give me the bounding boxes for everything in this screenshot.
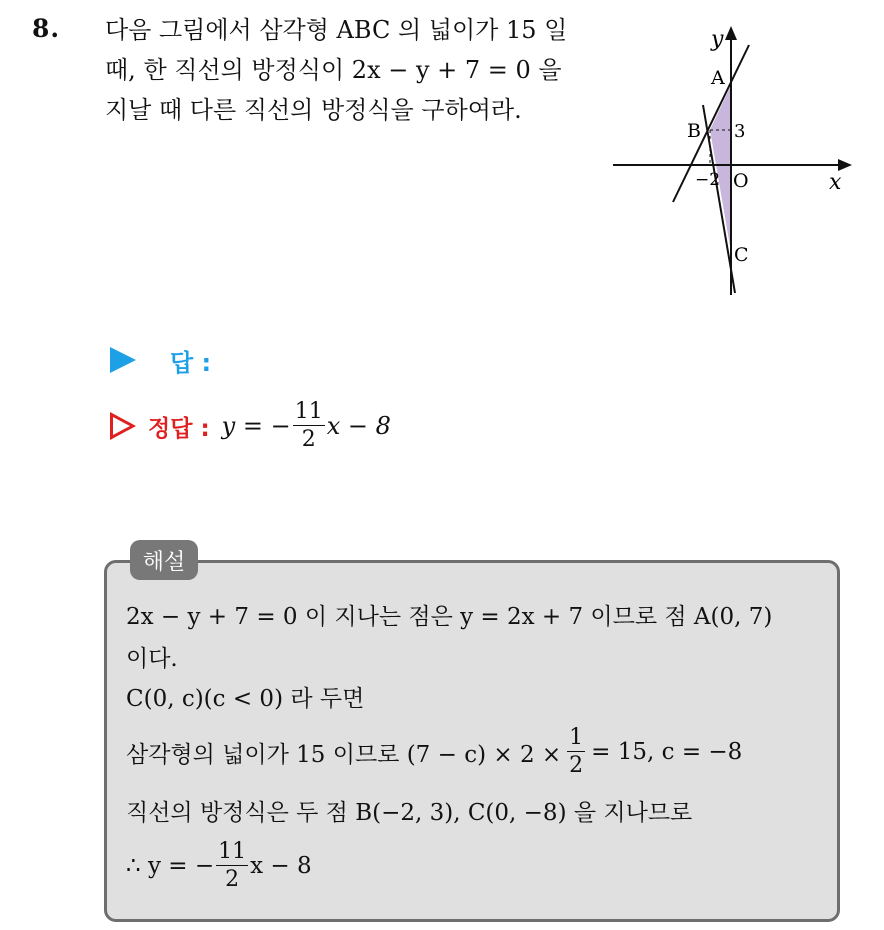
solution-fraction-half xyxy=(567,727,585,777)
solution-line-4 xyxy=(126,716,831,788)
expr-rhs: x − 8 xyxy=(326,412,391,440)
solution-line-4-post: = 15, c = −8 xyxy=(591,739,743,765)
question-line: 다음 그림에서 삼각형 ABC 의 넓이가 15 일 xyxy=(105,16,568,44)
question-line: 때, 한 직선의 방정식이 2x − y + 7 = 0 을 xyxy=(105,56,562,84)
fraction-numerator: 1 xyxy=(569,725,584,750)
expr-fraction xyxy=(293,401,325,451)
coordinate-figure xyxy=(605,20,875,310)
solution-line-6-pre: ∴ y = − xyxy=(126,853,215,879)
solution-line-4-pre: 삼각형의 넓이가 15 이므로 (7 − c) × 2 × xyxy=(126,741,562,768)
correct-answer-row xyxy=(110,395,391,457)
fraction-numerator: 11 xyxy=(294,399,323,424)
expr-lhs: y = − xyxy=(221,412,291,440)
point-a-label: A xyxy=(711,67,725,89)
y-axis-arrow xyxy=(725,26,737,40)
question-text xyxy=(105,10,595,130)
correct-answer-expression xyxy=(222,401,391,451)
solution-line-2: 이다. xyxy=(126,645,178,672)
fraction-numerator: 11 xyxy=(218,839,247,864)
correct-marker-icon xyxy=(110,412,136,440)
question-line: 지날 때 다른 직선의 방정식을 구하여라. xyxy=(105,96,522,124)
correct-answer-label: 정답 : xyxy=(148,415,210,442)
fraction-denominator: 2 xyxy=(569,753,584,778)
y-axis-label: y xyxy=(711,27,724,52)
solution-tab: 해설 xyxy=(130,540,198,580)
question-number: 8. xyxy=(32,14,61,43)
solution-text xyxy=(126,592,831,900)
solution-line-6 xyxy=(126,832,831,900)
solution-line-1: 2x − y + 7 = 0 이 지나는 점은 y = 2x + 7 이므로 점 A(0, 7) xyxy=(126,603,773,630)
answer-row xyxy=(110,340,211,380)
solution-fraction-slope xyxy=(216,841,248,891)
solution-line-5: 직선의 방정식은 두 점 B(−2, 3), C(0, −8) 을 지나므로 xyxy=(126,799,693,826)
fraction-denominator: 2 xyxy=(225,867,240,892)
fraction-denominator: 2 xyxy=(301,427,316,452)
x-axis-label: x xyxy=(829,170,842,195)
point-c-label: C xyxy=(734,244,749,266)
tick-x-label: −2 xyxy=(695,170,721,190)
solution-line-3: C(0, c)(c < 0) 라 두면 xyxy=(126,685,365,712)
tick-y-label: 3 xyxy=(734,121,746,142)
point-b-label: B xyxy=(687,120,701,142)
origin-label: O xyxy=(733,170,749,192)
answer-label: 답 : xyxy=(170,348,212,377)
solution-line-6-post: x − 8 xyxy=(250,853,312,879)
answer-marker-icon xyxy=(110,347,136,373)
